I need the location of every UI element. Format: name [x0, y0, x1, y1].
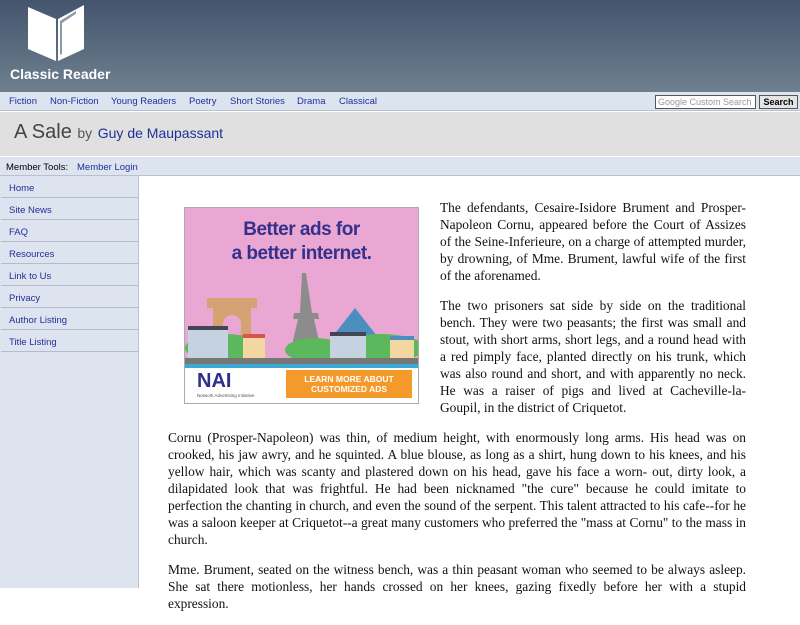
paragraph: Mme. Brument, seated on the witness bench, was a thin peasant woman who seemed to be always asleep. She sat there motionless, her hands crossed on her knees, gazing fixedly before her with a stupid expression. — [168, 562, 746, 611]
ad-headline-1: Better ads for — [243, 219, 360, 240]
paragraph: The two prisoners sat side by side on the traditional bench. They were two peasants; the first was small and stout, with short arms, short legs, and a round head with a red pimply face, planted directly on his trunk, which was also round and short, and with apparently no neck. He was a raiser of pigs and lived at Cacheville-la-Goupil, in the district of Criquetot. — [440, 298, 746, 415]
nav-young-readers[interactable]: Young Readers — [111, 96, 177, 107]
paragraph: Cornu (Prosper-Napoleon) was thin, of medium height, with enormously long arms. His head was on crooked, his jaw awry, and he squinted. A blue blouse, as long as a shirt, hung down to his knees, and his yellow hair, which was scanty and plastered down on his head, gave his face a worn- out, dirty look, a dilapidated look that was frightful. He had been nicknamed "the cure" because he could imitate to perfection the chanting in church, and even the sound of the serpent. This talent attracted to his cafe--for he was a saloon keeper at Criquetot--a great many customers who preferred the "mass at Cornu" to the mass in church. — [168, 430, 746, 547]
sidebar-item-author-listing[interactable]: Author Listing — [1, 308, 138, 330]
search-input[interactable]: Google Custom Search — [655, 95, 756, 109]
sidebar-item-home[interactable]: Home — [1, 176, 138, 198]
paragraph: The defendants, Cesaire-Isidore Brument and Prosper-Napoleon Cornu, appeared before the Court of Assizes of the Seine-Inferieure, on a charge of attempted murder, by drowning, of Mme. Brument, lawful wife of the first of the aforenamed. — [440, 200, 746, 283]
nav-classical[interactable]: Classical — [339, 96, 378, 107]
page-title — [14, 121, 223, 144]
sidebar-item-link-to-us[interactable]: Link to Us — [1, 264, 138, 286]
sidebar-item-faq[interactable]: FAQ — [1, 220, 138, 242]
book-logo-icon[interactable] — [26, 3, 88, 65]
member-login-link[interactable]: Member Login — [77, 162, 138, 173]
member-tools-label: Member Tools: — [6, 162, 69, 173]
nav-drama[interactable]: Drama — [297, 96, 326, 107]
search-button[interactable]: Search — [759, 95, 798, 109]
author-link[interactable]: Guy de Maupassant — [97, 125, 224, 141]
ad-headline-2: a better internet. — [231, 243, 372, 264]
sidebar-item-site-news[interactable]: Site News — [1, 198, 138, 220]
story-text — [168, 199, 746, 625]
nav-poetry[interactable]: Poetry — [189, 96, 217, 107]
sidebar-item-privacy[interactable]: Privacy — [1, 286, 138, 308]
ad-learn-more-button[interactable]: LEARN MORE ABOUT CUSTOMIZED ADS — [286, 370, 412, 398]
story-title: A Sale — [14, 121, 72, 143]
nai-org-name: Network Advertising Initiative — [197, 393, 255, 398]
sidebar-item-title-listing[interactable]: Title Listing — [1, 330, 138, 352]
nav-non-fiction[interactable]: Non-Fiction — [50, 96, 99, 107]
by-label: by — [77, 125, 93, 141]
sidebar-item-resources[interactable]: Resources — [1, 242, 138, 264]
nav-fiction[interactable]: Fiction — [9, 96, 37, 107]
nai-logo: NAI — [197, 370, 232, 392]
site-name[interactable]: Classic Reader — [10, 66, 111, 82]
site-header — [0, 0, 800, 92]
member-tools-bar — [0, 157, 800, 176]
nav-short-stories[interactable]: Short Stories — [230, 96, 285, 107]
sidebar — [0, 176, 139, 588]
